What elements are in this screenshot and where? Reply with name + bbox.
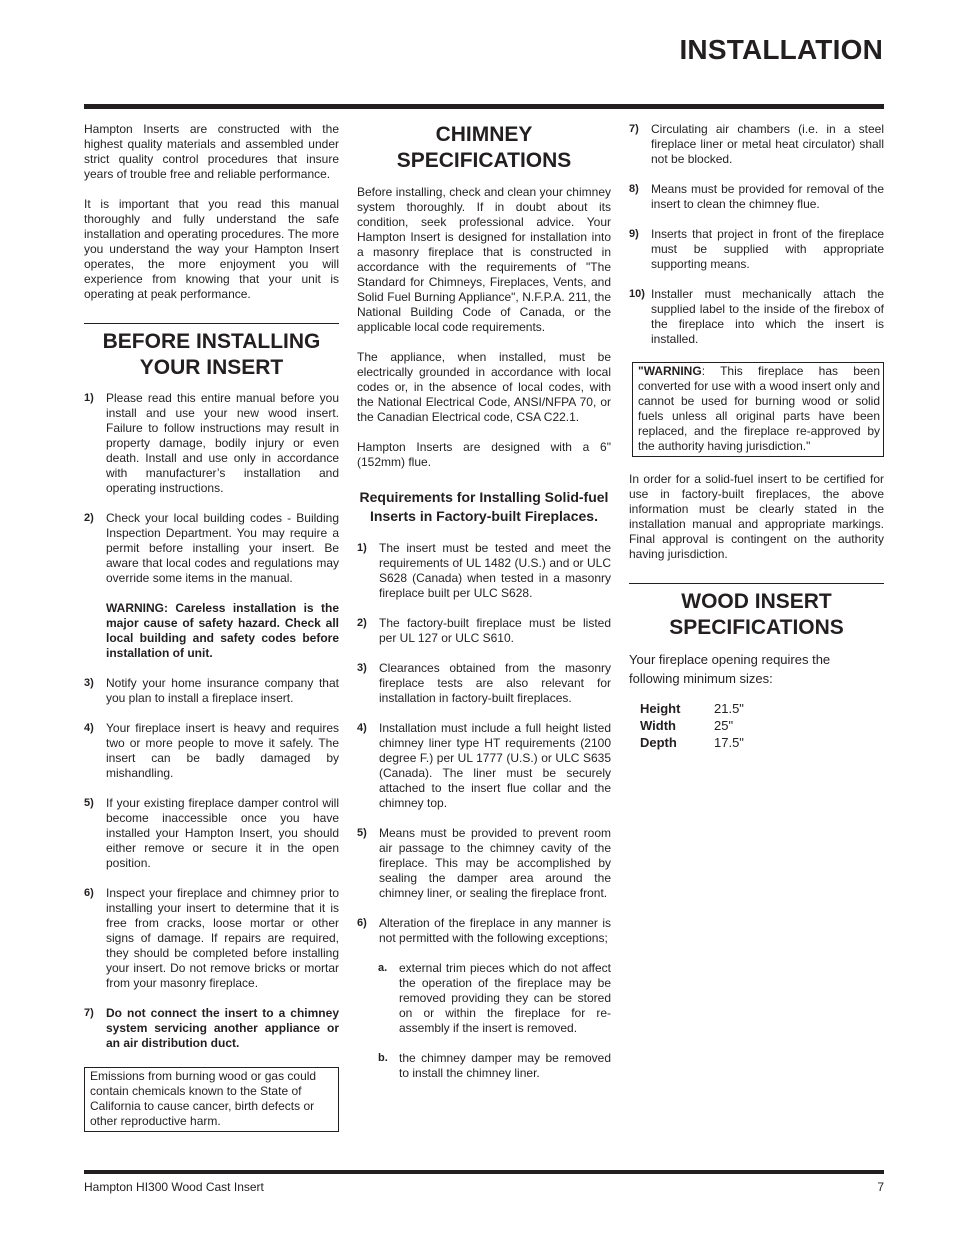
list-item: 1) Please read this entire manual before you install and use your new wood insert. Failure to follow instructions may result in property damage, bodily injury or even death. Install and use only in accordance with manufacturer’s installation and operating instructions. xyxy=(84,391,339,495)
paragraph: The appliance, when installed, must be electrically grounded in accordance with local codes or, in the absence of local codes, with the National Electrical Code, ANSI/NFPA 70, or the Canadian Electrical code, CSA C22.1. xyxy=(357,350,611,424)
header-rule xyxy=(84,104,884,109)
list-item: 9) Inserts that project in front of the fireplace must be supplied with appropriate supporting means. xyxy=(629,227,884,271)
list-item: 4) Installation must include a full height listed chimney liner type HT requirements (2100 degree F.) per UL 1777 (U.S.) or ULC S635 (Canada). The liner must be securely attached to the insert flue collar and the chimney top. xyxy=(357,721,611,810)
requirements-subheading: Requirements for Installing Solid-fuel Inserts in Factory-built Fireplaces. xyxy=(359,489,609,524)
list-item: 6) Alteration of the fireplace in any manner is not permitted with the following exceptions; xyxy=(357,916,611,945)
list-item: 5) If your existing fireplace damper control will become inaccessible once you have installed your Hampton Insert, you should either remove or secure it in the open position. xyxy=(84,796,339,870)
spec-row-depth: Depth 17.5" xyxy=(640,735,744,750)
section-rule xyxy=(629,583,884,584)
list-item: 1) The insert must be tested and meet the requirements of UL 1482 (U.S.) and or ULC S628 (Canada) when tested in a masonry fireplace built per ULC S628. xyxy=(357,541,611,600)
paragraph: Before installing, check and clean your chimney system thoroughly. If in doubt about its condition, seek professional advice. Your Hampton Insert is designed for installation into a masonry fireplace that is constructed in accordance with the requirements of "The Standard for Chimneys, Fireplaces, Vents, and Solid Fuel Burning Appliance", N.F.P.A. 211, the National Building Code of Canada, or the applicable local code requirements. xyxy=(357,185,611,334)
opening-text: Your fireplace opening requires the following minimum sizes: xyxy=(629,652,831,686)
list-item: 7) Circulating air chambers (i.e. in a steel fireplace liner or metal heat circulator) shall not be blocked. xyxy=(629,122,884,166)
list-item: 7) Do not connect the insert to a chimney system servicing another appliance or an air distribution duct. xyxy=(84,1006,339,1050)
section-heading-before-installing: BEFORE INSTALLING YOUR INSERT xyxy=(102,330,321,379)
list-item: 5) Means must be provided to prevent room air passage to the chimney cavity of the fireplace. This may be accomplished by sealing the damper area around the chimney liner, or sealing the fireplace front. xyxy=(357,826,611,900)
section-heading-chimney-specifications: CHIMNEY SPECIFICATIONS xyxy=(396,123,572,172)
page-title: INSTALLATION xyxy=(679,34,883,65)
warning-label: "WARNING xyxy=(638,364,702,378)
list-item: 4) Your fireplace insert is heavy and requires two or more people to move it safely. The insert can be badly damaged by mishandling. xyxy=(84,721,339,780)
emissions-notice-box: Emissions from burning wood or gas could contain chemicals known to the State of California to cause cancer, birth defects or other reproductive harm. xyxy=(84,1067,339,1132)
page-number: 7 xyxy=(877,1180,884,1194)
list-item: 3) Clearances obtained from the masonry fireplace tests are also relevant for installation in factory-built fireplaces. xyxy=(357,661,611,705)
spec-row-width: Width 25" xyxy=(640,718,734,733)
list-item: 3) Notify your home insurance company that you plan to install a fireplace insert. xyxy=(84,676,339,705)
list-item: 6) Inspect your fireplace and chimney prior to installing your insert to determine that it is free from cracks, loose mortar or other signs of damage. If repairs are required, they should be completed before installing your insert. Do not remove bricks or mortar from your masonry fireplace. xyxy=(84,886,339,990)
spec-table xyxy=(629,700,884,751)
section-heading-wood-insert-specifications: WOOD INSERT SPECIFICATIONS xyxy=(669,590,844,639)
footer-product-name: Hampton HI300 Wood Cast Insert xyxy=(84,1180,264,1194)
paragraph: Hampton Inserts are designed with a 6" (152mm) flue. xyxy=(357,440,611,469)
column-1 xyxy=(84,122,339,1132)
list-item: 8) Means must be provided for removal of the insert to clean the chimney flue. xyxy=(629,182,884,211)
warning-label-text: : This fireplace has been converted for use with a wood insert only and cannot be used for burning wood or solid fuels unless all original parts have been replaced, and the fireplace re-approved by the authority having jurisdiction." xyxy=(638,364,880,453)
paragraph: In order for a solid-fuel insert to be certified for use in factory-built fireplaces, the above information must be clearly stated in the installation manual and appropriate markings. Final approval is contingent on the authority having jurisdiction. xyxy=(629,472,884,561)
footer-rule xyxy=(84,1170,884,1174)
column-3 xyxy=(629,122,884,751)
sub-list-item: b. the chimney damper may be removed to install the chimney liner. xyxy=(378,1051,611,1080)
section-rule xyxy=(84,323,339,324)
intro-paragraph: Hampton Inserts are constructed with the highest quality materials and assembled under strict quality control procedures that insure years of trouble free and reliable performance. xyxy=(84,122,339,181)
list-item: 10) Installer must mechanically attach the supplied label to the inside of the firebox of the fireplace into which the insert is installed. xyxy=(629,287,884,346)
warning-label-box xyxy=(632,362,884,457)
column-2 xyxy=(357,122,611,1096)
spec-row-height: Height 21.5" xyxy=(640,701,744,716)
list-item: 2) The factory-built fireplace must be listed per UL 127 or ULC S610. xyxy=(357,616,611,645)
warning-text: WARNING: Careless installation is the major cause of safety hazard. Check all local building and safety codes before installation of unit. xyxy=(106,601,339,660)
intro-paragraph: It is important that you read this manual thoroughly and fully understand the safe installation and operating procedures. The more you understand the way your Hampton Insert operates, the more enjoyment you will experience from knowing that your unit is operating at peak performance. xyxy=(84,197,339,301)
list-item: 2) Check your local building codes - Building Inspection Department. You may require a permit before installing your insert. Be aware that local codes and regulations may override some items in the manual. xyxy=(84,511,339,585)
sub-list-item: a. external trim pieces which do not affect the operation of the fireplace may be removed providing they can be stored on or within the fireplace for re-assembly if the insert is removed. xyxy=(378,961,611,1035)
